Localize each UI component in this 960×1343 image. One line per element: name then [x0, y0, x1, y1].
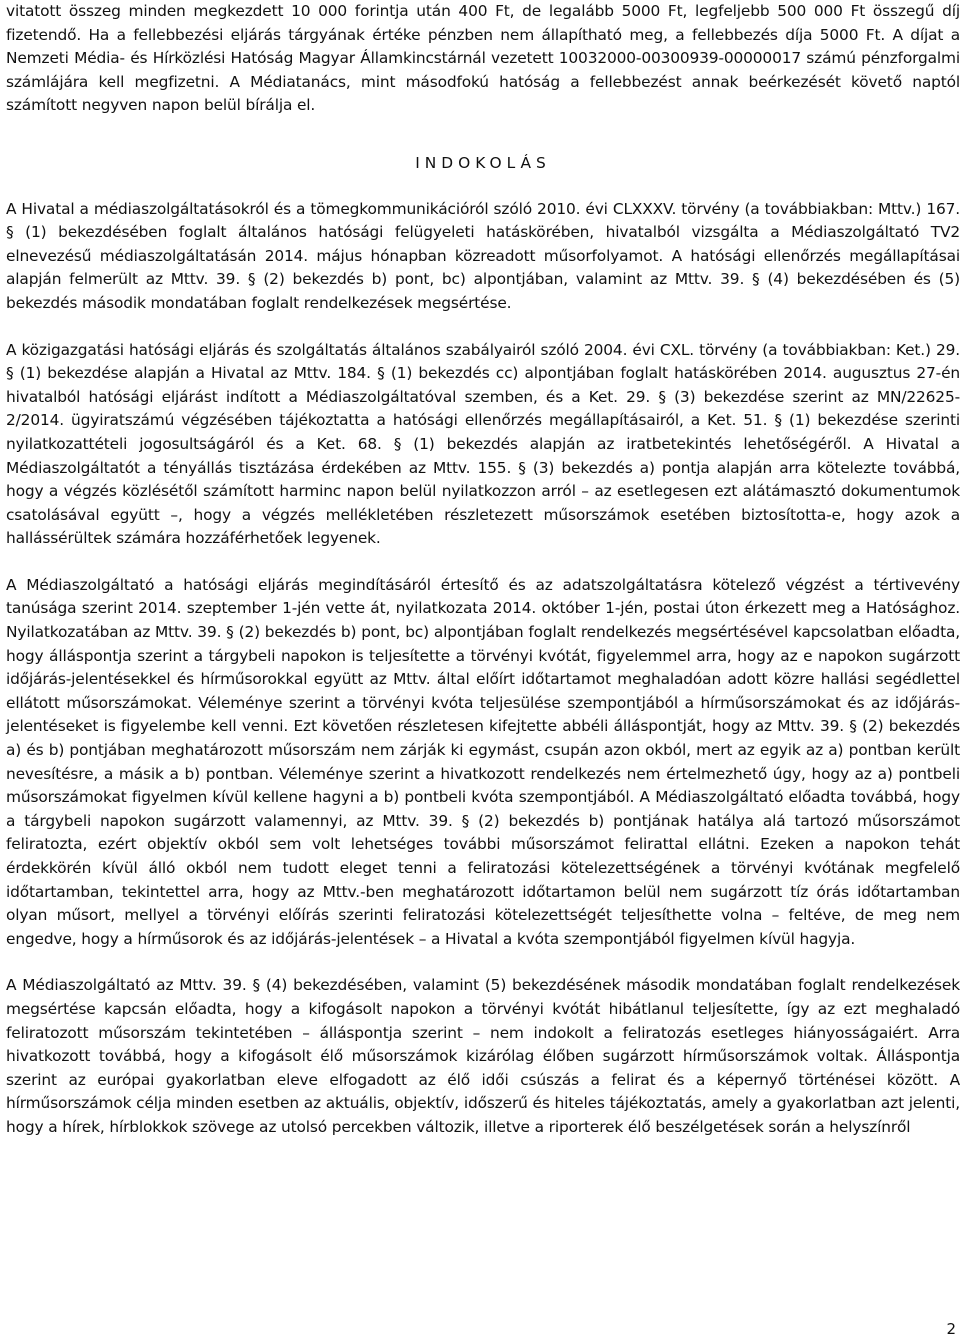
paragraph-spacer [6, 551, 960, 574]
section-heading: INDOKOLÁS [415, 153, 551, 172]
paragraph-spacer [6, 951, 960, 974]
paragraph-spacer [6, 316, 960, 339]
intro-paragraph: vitatott összeg minden megkezdett 10 000 forintja után 400 Ft, de legalább 5000 Ft, legfeljebb 500 000 Ft összegű díj fizetendő. Ha a fellebbezési eljárás tárgyának értéke pénzben nem állapítható meg, a fellebbezés díja 5000 Ft. A díjat a Nemzeti Média- és Hírközlési Hatóság Magyar Államkincstárnál vezetett 10032000-00300939-00000017 számú pénzforgalmi számlájára kell megfizetni. A Médiatanács, mint másodfokú hatóság a fellebbezést annak beérkezését követő naptól számított negyven napon belül bírálja el. [6, 2, 960, 115]
page-number: 2 [946, 1320, 956, 1338]
body-paragraph-4: A Médiaszolgáltató az Mttv. 39. § (4) bekezdésében, valamint (5) bekezdésének második mondatában foglalt rendelkezések megsértése kapcsán előadta, hogy a kifogásolt napokon a törvényi kvótát hibátlanul teljesítette, így az ezt meghaladó feliratozott műsorszám tekintetében – álláspontja szerint – nem indokolt a feliratozás esetleges hiányosságaiért. Arra hivatkozott továbbá, hogy a kifogásolt élő műsorszámok kizárólag élőben sugárzott hírműsorszámok voltak. Álláspontja szerint az európai gyakorlatban eleve elfogadott az élő idői csúszás a felirat és a képernyő történései között. A hírműsorszámok célja minden esetben az aktuális, objektív, időszerű és hiteles tájékoztatás, amely a gyakorlatban azt jelenti, hogy a hírek, hírblokkok szövege az utolsó percekben változik, illetve a riporterek élő beszélgetések során a helyszínről [6, 976, 960, 1136]
body-paragraph-1: A Hivatal a médiaszolgáltatásokról és a tömegkommunikációról szóló 2010. évi CLXXXV. törvény (a továbbiakban: Mttv.) 167. § (1) bekezdésében foglalt általános hatósági felügyeleti hatáskörében, hivatalból vizsgálta a Médiaszolgáltató TV2 elnevezésű médiaszolgáltatásán 2014. május hónapban közreadott műsorfolyamot. A hatósági ellenőrzés megállapításai alapján felmerült az Mttv. 39. § (2) bekezdés b) pont, bc) alpontjában, valamint az Mttv. 39. § (4) bekezdésében és (5) bekezdés második mondatában foglalt rendelkezések megsértése. [6, 199, 960, 312]
document-page [6, 0, 960, 1140]
body-paragraph-3: A Médiaszolgáltató a hatósági eljárás megindításáról értesítő és az adatszolgáltatásra kötelező végzést a tértivevény tanúsága szerint 2014. szeptember 1-jén vette át, nyilatkozata 2014. október 1-jén, postai úton érkezett meg a Hatósághoz. Nyilatkozatában az Mttv. 39. § (2) bekezdés b) pont, bc) alpontjában foglalt rendelkezés megsértésével kapcsolatban előadta, hogy álláspontja szerint a tárgybeli napokon is teljesítette a törvényi kvótát, figyelemmel arra, hogy az e napokon sugárzott időjárás-jelentésekkel és hírműsorokkal együtt az Mttv. által előírt időtartamot meghaladóan adott közre hallási segédlettel ellátott műsorszámokat. Véleménye szerint a törvényi kvóta teljesülése szempontjából a hírműsorszámokat és az időjárás-jelentéseket is figyelembe kell venni. Ezt követően részletesen kifejtette abbéli álláspontját, hogy az Mttv. 39. § (2) bekezdés a) és b) pontjában meghatározott műsorszám nem zárják ki egymást, csupán azon okból, mert az egyik az a) pontban került nevesítésre, a másik a b) pontban. Véleménye szerint a hivatkozott rendelkezés nem értelmezhető úgy, hogy az a) pontbeli műsorszámokat figyelmen kívül kellene hagyni a b) pontbeli kvóta szempontjából. A Médiaszolgáltató előadta továbbá, hogy a tárgybeli napokon sugárzott valamennyi, az Mttv. 39. § (2) bekezdés b) pontjának hatálya alá tartozó műsorszámot feliratozta, ezért objektív okból sem volt lehetséges további műsorszámot felirattal ellátni. Ezeken a napokon tehát érdekkörén kívül álló okból nem tudott eleget tenni a feliratozási kötelezettségének a törvényi kvótának megfelelő időtartamban, tekintettel arra, hogy az Mttv.-ben meghatározott időtartamon belül nem sugárzott tíz órás időtartamban olyan műsort, mellyel a törvényi előírás szerinti feliratozási kötelezettségét teljesíthette volna – feltéve, de meg nem engedve, hogy a hírműsorok és az időjárás-jelentések – a Hivatal a kvóta szempontjából figyelmen kívül hagyja. [6, 575, 960, 948]
body-paragraph-2: A közigazgatási hatósági eljárás és szolgáltatás általános szabályairól szóló 2004. évi CXL. törvény (a továbbiakban: Ket.) 29. § (1) bekezdése alapján a Hivatal az Mttv. 184. § (1) bekezdés cc) alpontjában foglalt hatáskörében 2014. augusztus 27-én hivatalból hatósági eljárást indított a Médiaszolgáltatóval szemben, és a Ket. 29. § (3) bekezdése szerint az MN/22625-2/2014. ügyiratszámú végzésében tájékoztatta a hatósági ellenőrzés megállapításairól, a Ket. 51. § (1) bekezdése szerinti nyilatkozattételi jogosultságáról és a Ket. 68. § (1) bekezdés alapján az iratbetekintés lehetőségéről. A Hivatal a Médiaszolgáltatót a tényállás tisztázása érdekében az Mttv. 155. § (3) bekezdés a) pontja alapján arra kötelezte továbbá, hogy a végzés közlésétől számított harminc napon belül nyilatkozzon arról – az esetlegesen ezt alátámasztó dokumentumok csatolásával együtt –, hogy a végzés mellékletében részletezett műsorszámok esetében biztosította-e, hogy azok a hallássérültek számára hozzáférhetőek legyenek. [6, 340, 960, 548]
